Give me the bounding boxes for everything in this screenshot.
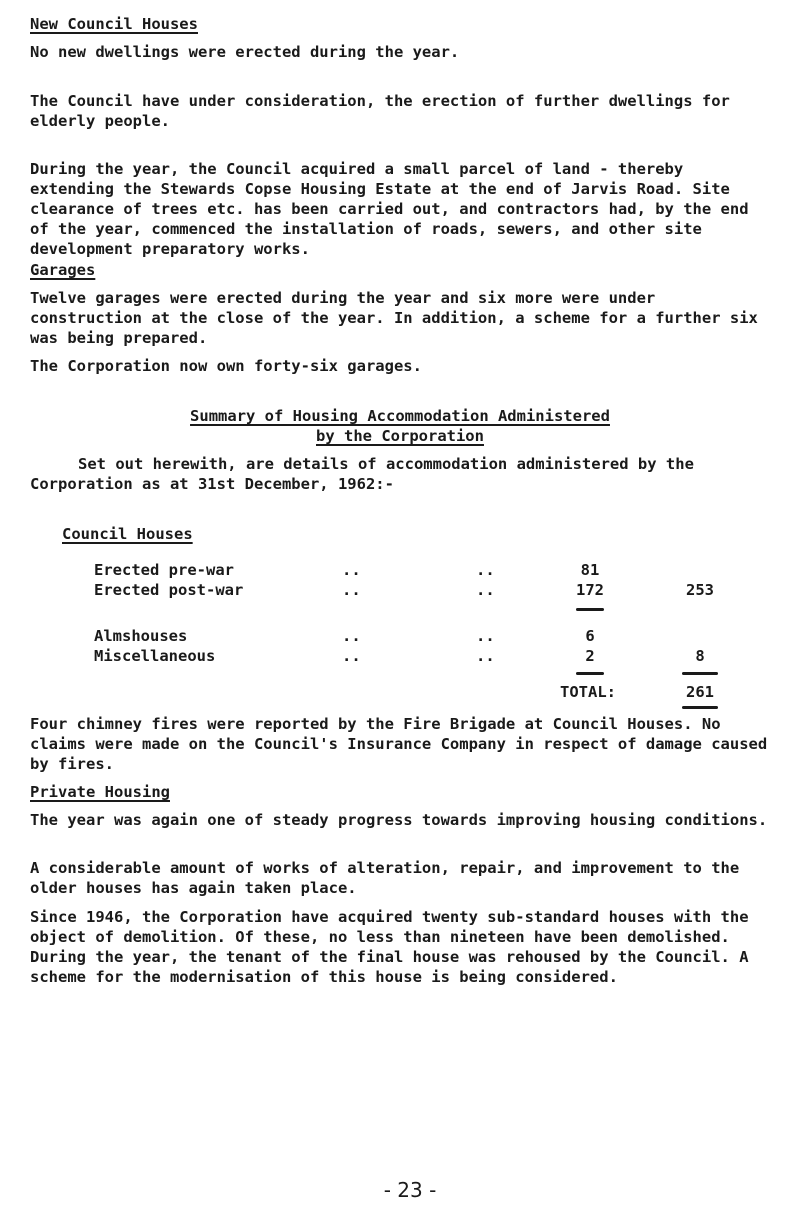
row-subtotal: 8 — [695, 647, 705, 665]
sum-rule — [682, 672, 718, 675]
leader-dots: .. — [342, 561, 361, 579]
paragraph-garages-owned: The Corporation now own forty-six garages. — [30, 357, 422, 375]
paragraph-alteration-works: A considerable amount of works of alteration, repair, and improvement to the older houses has again taken place. — [30, 859, 740, 897]
leader-dots: .. — [476, 647, 495, 665]
table-row — [30, 580, 770, 600]
total-rule — [682, 706, 718, 709]
table-total-row — [30, 682, 770, 702]
leader-dots: .. — [342, 647, 361, 665]
paragraph-substandard-houses: Since 1946, the Corporation have acquired twenty sub-standard houses with the object of demolition. Of these, no less than nineteen have been demolished. During the year, the tenant of the final house was rehoused by the Council. A scheme for the modernisation of this house is being considered. — [30, 908, 749, 986]
row-subtotal: 253 — [686, 581, 714, 599]
leader-dots: .. — [476, 561, 495, 579]
paragraph-chimney-fires: Four chimney fires were reported by the Fire Brigade at Council Houses. No claims were made on the Council's Insurance Company in respect of damage caused by fires. — [30, 715, 768, 773]
table-row — [30, 626, 770, 646]
row-value: 81 — [580, 561, 600, 579]
sum-rule — [576, 608, 604, 611]
table-row — [30, 560, 770, 580]
leader-dots: .. — [342, 581, 361, 599]
leader-dots: .. — [476, 627, 495, 645]
paragraph-steady-progress: The year was again one of steady progress towards improving housing conditions. — [30, 811, 768, 829]
summary-heading-line2: by the Corporation — [316, 427, 484, 445]
leader-dots: .. — [342, 627, 361, 645]
page-number: - 23 - — [383, 1178, 437, 1202]
row-value: 2 — [585, 647, 595, 665]
row-value: 6 — [585, 627, 595, 645]
row-label: Erected pre-war — [94, 561, 234, 579]
total-label: TOTAL: — [560, 683, 616, 701]
row-value: 172 — [576, 581, 604, 599]
paragraph-land-acquisition: During the year, the Council acquired a small parcel of land - thereby extending the Stewards Copse Housing Estate at the end of Jarvis Road. Site clearance of trees etc. has been carried out, and contractors had, by the end of the year, commenced the installation of roads, sewers, and other site development preparatory works. — [30, 160, 749, 258]
row-label: Erected post-war — [94, 581, 244, 599]
council-houses-heading: New Council Houses — [30, 15, 198, 33]
paragraph-garages-erected: Twelve garages were erected during the year and six more were under construction at the close of the year. In addition, a scheme for a further six was being prepared. — [30, 289, 758, 347]
table-row — [30, 646, 770, 666]
paragraph-elderly-dwellings: The Council have under consideration, the erection of further dwellings for elderly people. — [30, 92, 730, 130]
row-label: Miscellaneous — [94, 647, 216, 665]
total-value: 261 — [686, 683, 714, 701]
table-heading-council-houses: Council Houses — [62, 525, 193, 543]
paragraph-details-intro: Set out herewith, are details of accommodation administered by the Corporation as at 31st December, 1962:- — [30, 455, 694, 493]
sum-rule — [576, 672, 604, 675]
row-label: Almshouses — [94, 627, 188, 645]
paragraph-no-new-dwellings: No new dwellings were erected during the year. — [30, 43, 460, 61]
garages-heading: Garages — [30, 261, 96, 279]
summary-heading-line1: Summary of Housing Accommodation Administered — [190, 407, 610, 425]
leader-dots: .. — [476, 581, 495, 599]
private-housing-heading: Private Housing — [30, 783, 170, 801]
